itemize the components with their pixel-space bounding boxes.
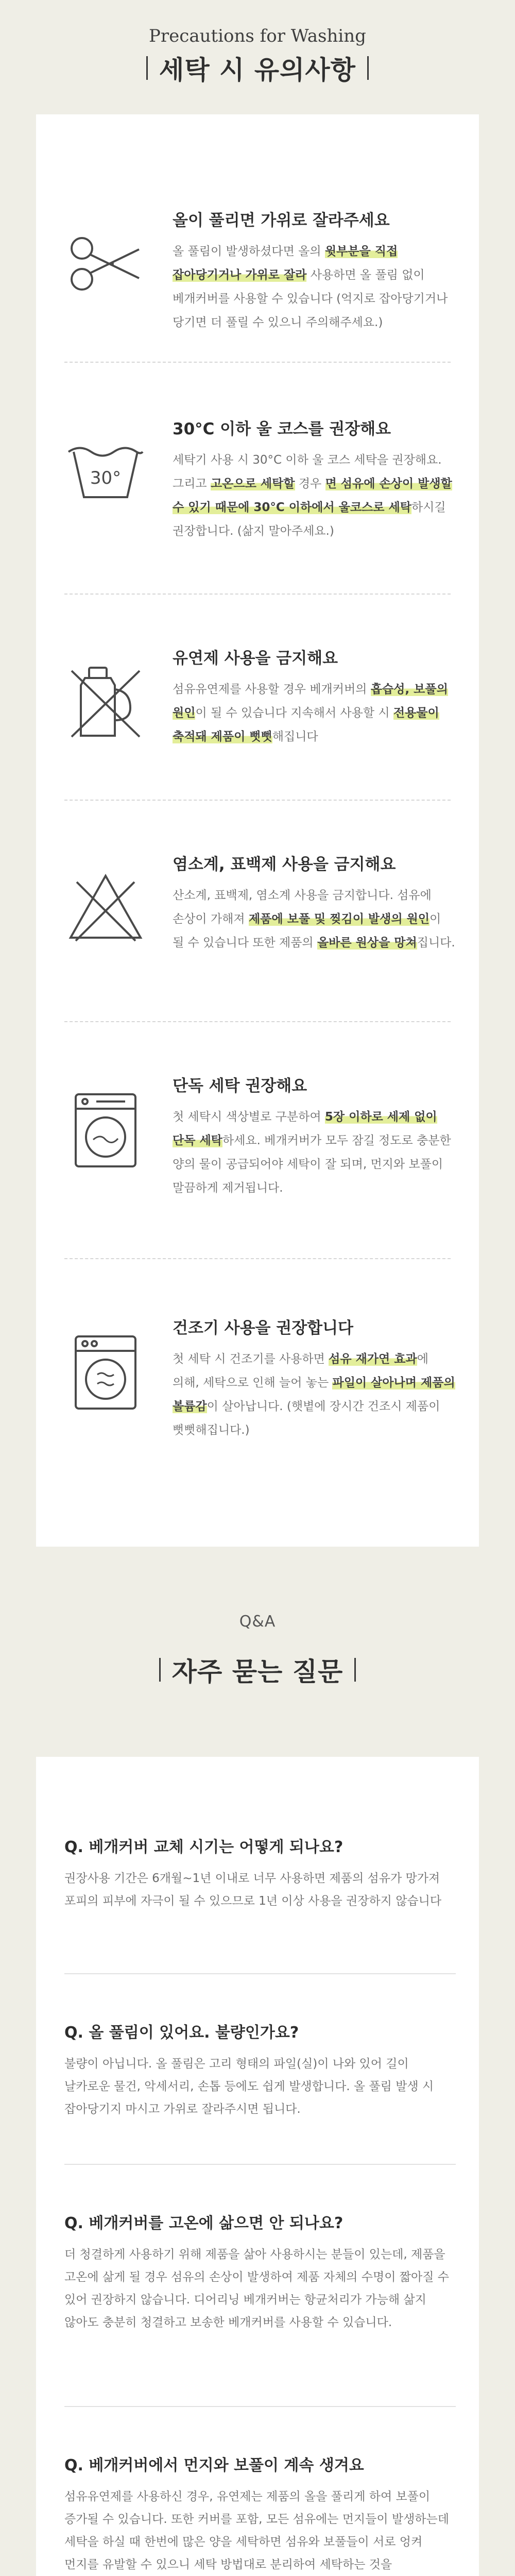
- no-bleach-icon: [64, 867, 147, 949]
- faq-label: Q&A: [239, 1613, 276, 1631]
- washing-title-en: Precautions for Washing: [149, 26, 366, 46]
- highlight: 올바른 원상을 망쳐: [317, 936, 417, 950]
- title-bar-left: [146, 56, 148, 80]
- item-title: 올이 풀리면 가위로 잘라주세요: [173, 211, 390, 230]
- item-text: 산소계, 표백제, 염소계 사용을 금지합니다. 섬유에 손상이 가해져 제품에 보풀 및 찢김이 발생의 원인이 될 수 있습니다 또한 제품의 올바른 원상을 망쳐집니다.: [173, 889, 455, 950]
- washing-machine-icon: [64, 1088, 147, 1171]
- faq-question: Q. 올 풀림이 있어요. 불량인가요?: [64, 2024, 299, 2042]
- highlight: 면 섬유에 손상이 발생할 수 있기 때문에 30°C 이하에서 울코스로 세탁: [173, 477, 452, 514]
- title-bar-left: [159, 1658, 161, 1682]
- scissors-icon: [64, 223, 147, 305]
- highlight: 5장 이하로 세제 없이 단독 세탁: [173, 1110, 437, 1147]
- faq-answer: 섬유유연제를 사용하신 경우, 유연제는 제품의 올을 풀리게 하여 보풀이 증가될 수 있습니다. 또한 커버를 포함, 모든 섬유에는 먼지들이 발생하는데 세탁을 하실 때 한번에 많은 양을 세탁하면 섬유와 보풀들이 서로 엉켜 먼지를 유발할 수 있으니 세탁 방법대로 분리하여 세탁하는 것을: [64, 2490, 449, 2571]
- faq-item: [64, 2210, 456, 2334]
- divider: [64, 2164, 456, 2165]
- highlight: 파일이 살아나며 제품의 볼륨감: [173, 1376, 455, 1413]
- item-title: 건조기 사용을 권장합니다: [173, 1319, 353, 1337]
- wash-30c-icon: [64, 431, 147, 514]
- item-text: 첫 세탁 시 건조기를 사용하면 섬유 재가연 효과에 의해, 세탁으로 인해 늘어 놓는 파일이 살아나며 제품의 볼륨감이 살아납니다. (햇볕에 장시간 건조시 제품이 뻣뻣해집니다.): [173, 1352, 455, 1437]
- faq-item: [64, 2452, 456, 2576]
- divider: [64, 800, 451, 801]
- washing-header: [0, 26, 515, 87]
- highlight: 흡습성, 보풀의 원인: [173, 683, 448, 720]
- item-text: 첫 세탁시 색상별로 구분하여 5장 이하로 세제 없이 단독 세탁하세요. 베개커버가 모두 잠길 정도로 충분한 양의 물이 공급되어야 세탁이 잘 되며, 먼지와 보풀이 말끔하게 제거됩니다.: [173, 1110, 451, 1195]
- title-bar-right: [354, 1658, 356, 1682]
- divider: [64, 2406, 456, 2407]
- faq-answer: 권장사용 기간은 6개월~1년 이내로 너무 사용하면 제품의 섬유가 망가져 포피의 피부에 자극이 될 수 있으므로 1년 이상 사용을 권장하지 않습니다: [64, 1872, 442, 1908]
- highlight: 고온으로 세탁할: [210, 477, 295, 490]
- divider: [64, 594, 451, 595]
- faq-answer: 더 청결하게 사용하기 위해 제품을 삶아 사용하시는 분들이 있는데, 제품을 고온에 삶게 될 경우 섬유의 손상이 발생하여 제품 자체의 수명이 짧아질 수 있어 권장하지 않습니다. 디어리닝 베개커버는 항균처리가 가능해 삶지 않아도 충분히 청결하고 보송한 베개커버를 사용할 수 있습니다.: [64, 2248, 449, 2329]
- item-title: 30°C 이하 울 코스를 권장해요: [173, 420, 391, 438]
- divider: [64, 1973, 456, 1974]
- faq-question: Q. 베개커버 교체 시기는 어떻게 되나요?: [64, 1838, 344, 1856]
- faq-item: [64, 2020, 456, 2121]
- highlight: 윗부분을 직접 잡아당기거나 가위로 잘라: [173, 245, 398, 282]
- item-text: 섬유유연제를 사용할 경우 베개커버의 흡습성, 보풀의 원인이 될 수 있습니다 지속해서 사용할 시 전용물이 축적돼 제품이 뻣뻣해집니다: [173, 683, 448, 743]
- item-text: 세탁기 사용 시 30°C 이하 울 코스 세탁을 권장해요. 그리고 고온으로 세탁할 경우 면 섬유에 손상이 발생할 수 있기 때문에 30°C 이하에서 울코스로 세탁하시길 권장합니다. (삶지 말아주세요.): [173, 453, 452, 538]
- divider: [64, 1021, 451, 1022]
- no-softener-icon: [64, 660, 147, 743]
- item-title: 단독 세탁 권장해요: [173, 1077, 307, 1095]
- faq-answer: 불량이 아닙니다. 올 풀림은 고리 형태의 파일(실)이 나와 있어 길이 날카로운 물건, 악세서리, 손톱 등에도 쉽게 발생합니다. 올 풀림 발생 시 잡아당기지 마시고 가위로 잘라주시면 됩니다.: [64, 2057, 434, 2116]
- dryer-icon: [64, 1330, 147, 1413]
- faq-header: [0, 1613, 515, 1688]
- highlight: 제품에 보풀 및 찢김이 발생의 원인: [248, 912, 430, 926]
- item-title: 염소계, 표백제 사용을 금지해요: [173, 855, 396, 874]
- divider: [64, 362, 451, 363]
- washing-title-kr: 세탁 시 유의사항: [159, 55, 356, 85]
- svg-text:30°: 30°: [90, 468, 122, 488]
- title-bar-right: [367, 56, 369, 80]
- faq-question: Q. 베개커버를 고온에 삶으면 안 되나요?: [64, 2214, 344, 2232]
- faq-item: [64, 1834, 456, 1912]
- item-text: 올 풀림이 발생하셨다면 올의 윗부분을 직접 잡아당기거나 가위로 잘라 사용하면 올 풀림 없이 베개커버를 사용할 수 있습니다 (억지로 잡아당기거나 당기면 더 풀릴 수 있으니 주의해주세요.): [173, 245, 448, 329]
- faq-question: Q. 베개커버에서 먼지와 보풀이 계속 생겨요: [64, 2456, 364, 2475]
- divider: [64, 1258, 451, 1259]
- faq-title: 자주 묻는 질문: [171, 1657, 344, 1687]
- highlight: 전용물이 축적돼 제품이 뻣뻣: [173, 706, 439, 743]
- highlight: 섬유 재가연 효과: [329, 1352, 417, 1366]
- washing-card: [36, 114, 479, 1547]
- faq-card: [36, 1757, 479, 2576]
- item-title: 유연제 사용을 금지해요: [173, 649, 338, 668]
